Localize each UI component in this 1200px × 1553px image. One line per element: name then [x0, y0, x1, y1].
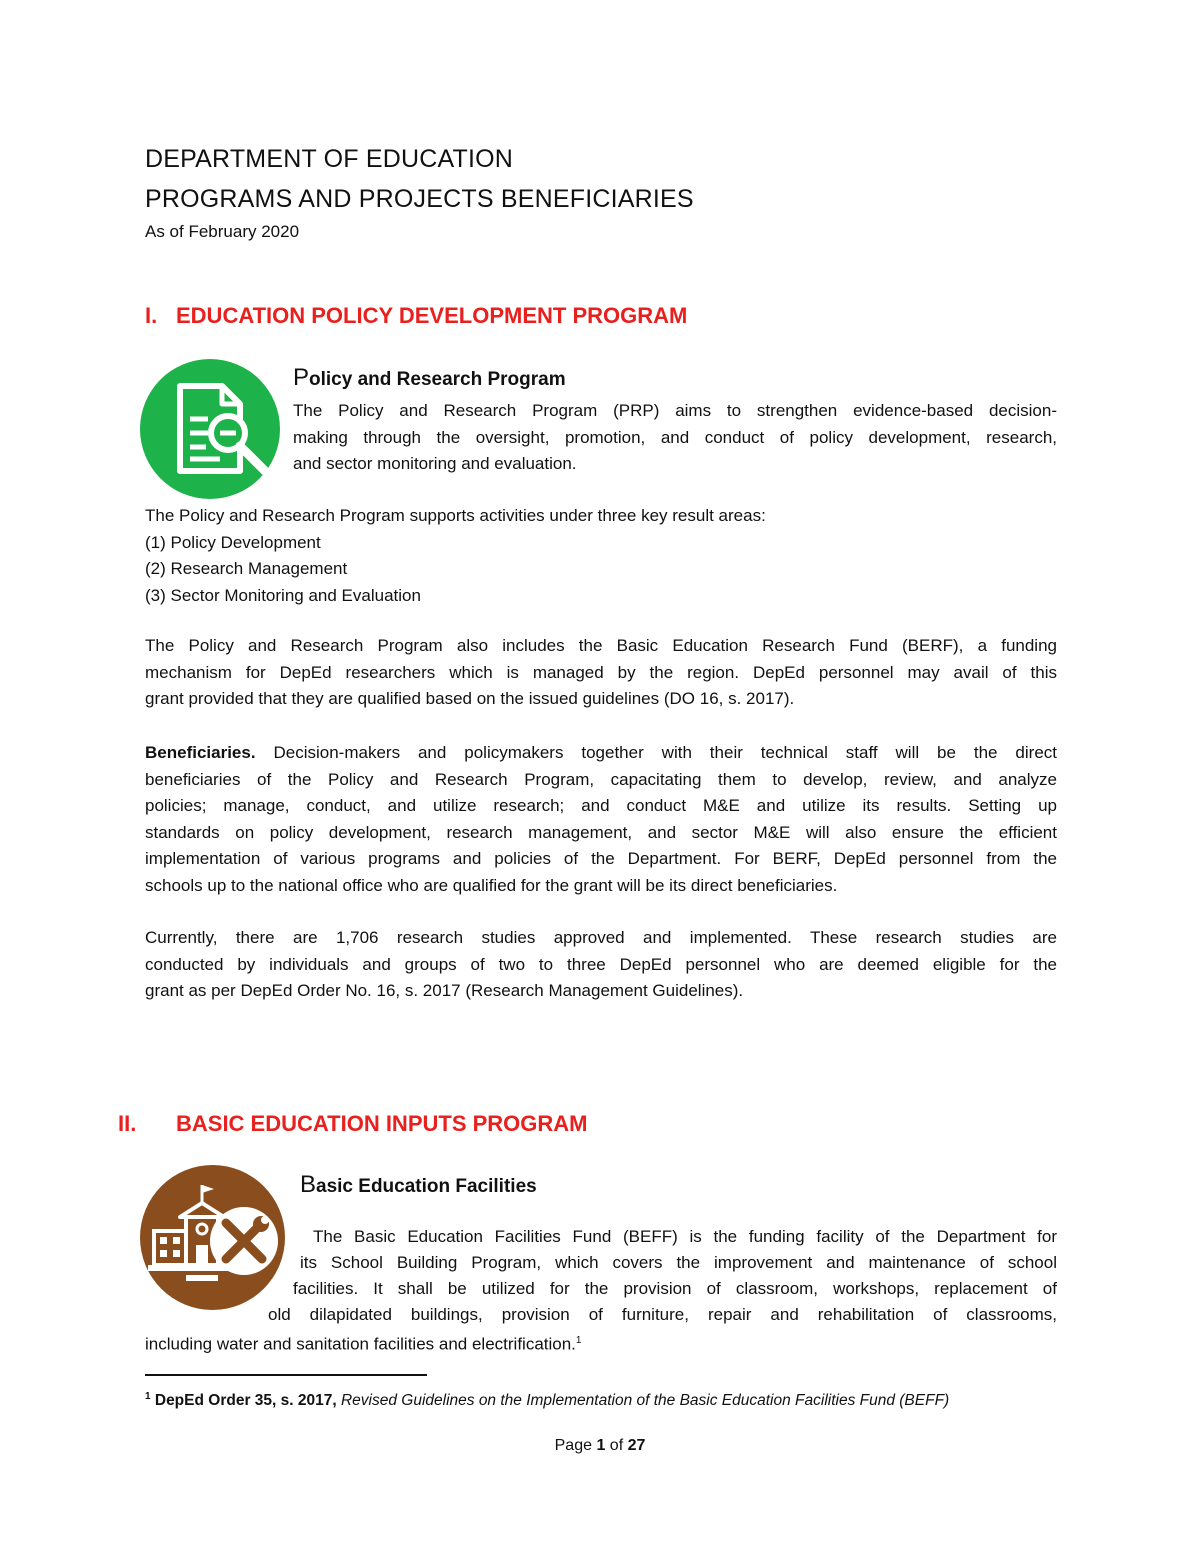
- section1-subheading: [293, 364, 566, 392]
- para-line: Currently, there are 1,706 research studies approved and implemented. These research studies are: [145, 928, 1057, 947]
- page-of: of: [605, 1437, 628, 1454]
- para-line: The Policy and Research Program also includes the Basic Education Research Fund (BERF), a funding: [145, 636, 1057, 655]
- kra-item: (3) Sector Monitoring and Evaluation: [145, 585, 421, 605]
- para-line: facilities. It shall be utilized for the provision of classroom, workshops, replacement of: [293, 1279, 1057, 1298]
- footnote-separator: [145, 1374, 427, 1376]
- footnote: [145, 1391, 949, 1410]
- school-tools-icon: [140, 1165, 285, 1310]
- beneficiaries-first-text: Decision-makers and policymakers together with their technical staff will be the direct: [255, 743, 1057, 762]
- para-line: implementation of various programs and policies of the Department. For BERF, DepEd personnel from the: [145, 849, 1057, 868]
- beneficiaries-label: Beneficiaries.: [145, 743, 256, 762]
- document-search-icon: [140, 359, 280, 499]
- beff-paragraph-top: [313, 1224, 1057, 1251]
- prp-intro-paragraph: [293, 398, 1057, 478]
- page-current: 1: [596, 1437, 606, 1454]
- beff-paragraph-line2: [300, 1250, 1057, 1277]
- beff-paragraph-line4: [268, 1302, 1057, 1329]
- doc-title-line1: DEPARTMENT OF EDUCATION: [145, 145, 514, 173]
- para-line: conducted by individuals and groups of two to three DepEd personnel who are deemed eligible for the: [145, 954, 1057, 974]
- beff-paragraph-line5: [145, 1328, 1057, 1358]
- section2-number: II.: [118, 1111, 137, 1136]
- subheading-initial: P: [293, 364, 310, 391]
- page-total: 27: [627, 1437, 646, 1454]
- para-line: its School Building Program, which covers the improvement and maintenance of school: [300, 1253, 1057, 1272]
- footnote-marker: 1: [145, 1391, 151, 1402]
- para-line: grant provided that they are qualified based on the issued guidelines (DO 16, s. 2017).: [145, 689, 795, 708]
- para-line: beneficiaries of the Policy and Research Program, capacitating them to develop, review, and analyze: [145, 769, 1057, 789]
- section1-title: EDUCATION POLICY DEVELOPMENT PROGRAM: [176, 303, 688, 328]
- as-of-date: As of February 2020: [145, 222, 300, 241]
- beneficiaries-paragraph: [145, 740, 1057, 899]
- kra-list: [145, 503, 1057, 609]
- kra-intro: The Policy and Research Program supports activities under three key result areas:: [145, 506, 766, 525]
- page-prefix: Page: [554, 1437, 597, 1454]
- doc-title-line2: PROGRAMS AND PROJECTS BENEFICIARIES: [145, 185, 694, 213]
- para-line: and sector monitoring and evaluation.: [293, 454, 577, 473]
- para-line: [145, 740, 1057, 767]
- para-line: mechanism for DepEd researchers which is managed by the region. DepEd personnel may avail of this: [145, 662, 1057, 682]
- subheading-rest: asic Education Facilities: [316, 1176, 537, 1197]
- section2-subheading: [300, 1171, 537, 1199]
- kra-item: (2) Research Management: [145, 559, 348, 578]
- section2-title: BASIC EDUCATION INPUTS PROGRAM: [176, 1111, 588, 1136]
- para-line: The Basic Education Facilities Fund (BEFF) is the funding facility of the Department for: [313, 1227, 1057, 1246]
- section1-number: I.: [145, 303, 158, 328]
- page-number: [0, 1437, 1200, 1455]
- subheading-rest: olicy and Research Program: [309, 369, 566, 390]
- footnote-citation: DepEd Order 35, s. 2017,: [150, 1392, 337, 1410]
- para-line: The Policy and Research Program (PRP) aims to strengthen evidence-based decision-: [293, 401, 1057, 420]
- beff-paragraph-line3: [293, 1276, 1057, 1303]
- para-line: old dilapidated buildings, provision of furniture, repair and rehabilitation of classrooms,: [268, 1305, 1057, 1324]
- para-line: policies; manage, conduct, and utilize research; and conduct M&E and utilize its results. Setting up: [145, 796, 1057, 815]
- last-line-text: including water and sanitation facilities and electrification.: [145, 1334, 576, 1354]
- kra-item: (1) Policy Development: [145, 532, 321, 552]
- para-line: making through the oversight, promotion, and conduct of policy development, research,: [293, 427, 1057, 447]
- para-line: [145, 1328, 1057, 1358]
- footnote-reference[interactable]: 1: [575, 1335, 582, 1346]
- berf-paragraph: [145, 633, 1057, 713]
- para-line: schools up to the national office who are qualified for the grant will be its direct beneficiaries.: [145, 875, 838, 895]
- subheading-initial: B: [300, 1171, 317, 1198]
- para-line: standards on policy development, research management, and sector M&E will also ensure the efficient: [145, 822, 1057, 842]
- footnote-title: Revised Guidelines on the Implementation of the Basic Education Facilities Fund (BEFF): [336, 1392, 950, 1410]
- currently-paragraph: [145, 925, 1057, 1005]
- para-line: grant as per DepEd Order No. 16, s. 2017 (Research Management Guidelines).: [145, 981, 744, 1000]
